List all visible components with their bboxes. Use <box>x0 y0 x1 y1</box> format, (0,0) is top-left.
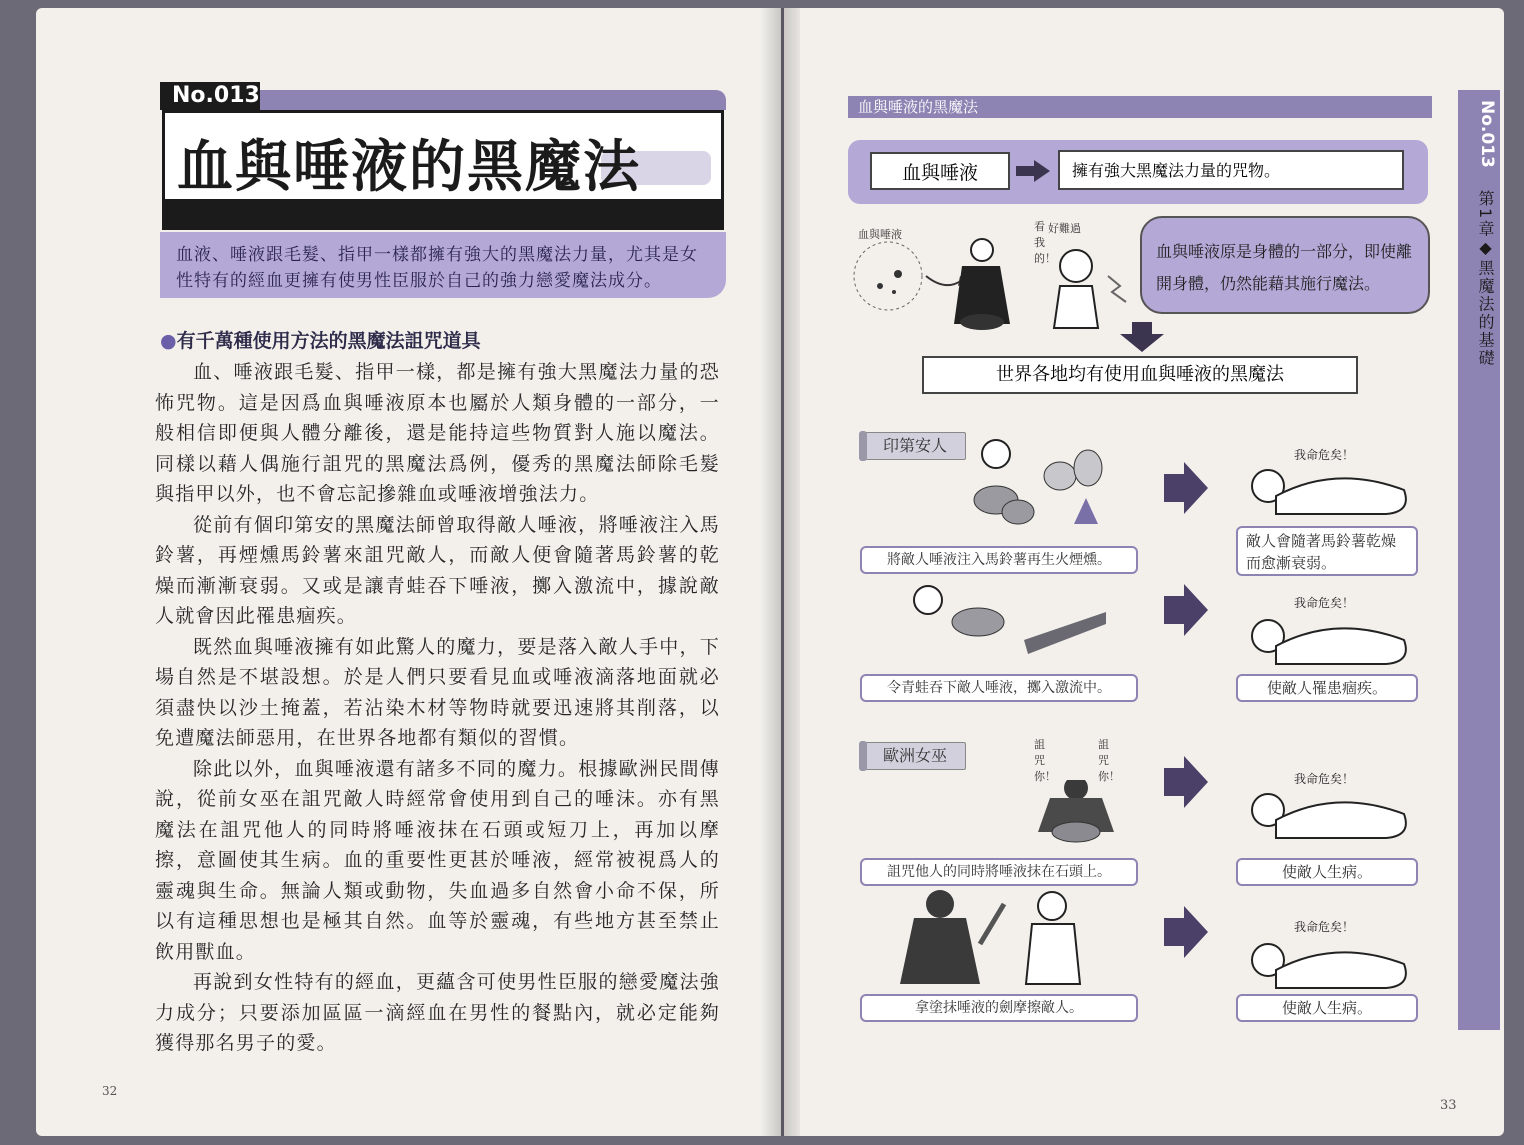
title-block <box>160 82 726 232</box>
frog-illustration <box>906 582 1106 662</box>
bullet-icon: ● <box>160 330 177 352</box>
cry-text: 我命危矣！ <box>1294 596 1355 610</box>
intro-summary: 血液、唾液跟毛髮、指甲一樣都擁有強大的黑魔法力量，尤其是女性特有的經血更擁有使男性臣服於自己的強力戀愛魔法成分。 <box>160 232 726 298</box>
section-heading <box>160 326 481 353</box>
result-arrow-icon <box>1164 584 1208 636</box>
title-box <box>162 110 724 202</box>
paragraph: 血、唾液跟毛髮、指甲一樣，都是擁有強大黑魔法力量的恐怖咒物。這是因爲血與唾液原本也屬於人類身體的一部分，一般相信即便與人體分離後，還是能持這些物質對人施以魔法。同樣以藉人偶施行詛咒的黑魔法爲例，優秀的黑魔法師除毛髮與指甲以外，也不會忘記摻雜血或唾液增強法力。 <box>155 361 720 505</box>
action-box: 令青蛙吞下敵人唾液，擲入激流中。 <box>860 674 1138 702</box>
curse-label: 詛咒你！ <box>1098 738 1120 783</box>
arrow-right-icon <box>1016 160 1052 182</box>
world-summary-box: 世界各地均有使用血與唾液的黑魔法 <box>922 356 1358 394</box>
result-arrow-icon <box>1164 462 1208 514</box>
result-arrow-icon <box>1164 756 1208 808</box>
sorcerer-illustration <box>850 236 1140 334</box>
paragraph: 除此以外，血與唾液還有諸多不同的魔力。根據歐洲民間傳說，從前女巫在詛咒敵人時經常會使用到自己的唾沫。亦有黑魔法在詛咒他人的同時將唾液抹在石頭或短刀上，再加以摩擦，意圖使其生病。血的重要性更甚於唾液，經常被視爲人的靈魂與生命。無論人類或動物，失血過多自然會小命不保，所以有這種思想也是極其自然。血等於靈魂，有些地方甚至禁止飲用獸血。 <box>155 757 720 963</box>
arrow-down-icon <box>1120 322 1164 352</box>
title-underbar <box>162 202 724 230</box>
definition-term: 血與唾液 <box>870 152 1010 190</box>
action-box: 詛咒他人的同時將唾液抹在石頭上。 <box>860 858 1138 886</box>
definition-description: 擁有強大黑魔法力量的咒物。 <box>1058 150 1404 190</box>
entry-number: No.013 <box>160 82 260 110</box>
right-header-title: 血與唾液的黑魔法 <box>858 98 979 116</box>
book-gutter <box>760 8 800 1136</box>
result-box: 使敵人生病。 <box>1236 858 1418 886</box>
sword-attack-illustration <box>900 884 1110 994</box>
right-header-bar <box>848 96 1432 118</box>
result-arrow-icon <box>1164 906 1208 958</box>
potato-smoke-illustration <box>966 432 1116 540</box>
result-box: 使敵人罹患痼疾。 <box>1236 674 1418 702</box>
blood-label: 血與唾液 <box>858 228 902 241</box>
group-label-indian: 印第安人 <box>864 432 966 460</box>
body-text <box>155 357 720 1059</box>
page-number-right: 33 <box>1440 1098 1457 1113</box>
cry-text: 我命危矣！ <box>1294 448 1355 462</box>
witch-illustration <box>1010 780 1140 844</box>
side-tab-chapter: 第1章◆黑魔法的基礎 <box>1476 190 1495 368</box>
curse-label: 詛咒你！ <box>1034 738 1056 783</box>
section-heading-text: 有千萬種使用方法的黑魔法詛咒道具 <box>176 330 481 352</box>
side-tab-number: No.013 <box>1477 100 1497 168</box>
result-box: 使敵人生病。 <box>1236 994 1418 1022</box>
look-label: 看我的！ <box>1034 220 1056 265</box>
result-box: 敵人會隨著馬鈴薯乾燥而愈漸衰弱。 <box>1236 526 1418 576</box>
explanation-bubble: 血與唾液原是身體的一部分，即使離開身體，仍然能藉其施行魔法。 <box>1140 216 1430 314</box>
action-box: 將敵人唾液注入馬鈴薯再生火煙燻。 <box>860 546 1138 574</box>
cry-text: 我命危矣！ <box>1294 772 1355 786</box>
paragraph: 再說到女性特有的經血，更蘊含可使男性臣服的戀愛魔法強力成分；只要添加區區一滴經血在男性的餐點內，就必定能夠獲得那名男子的愛。 <box>155 971 720 1054</box>
paragraph: 既然血與唾液擁有如此驚人的魔力，要是落入敵人手中，下場自然是不堪設想。於是人們只要看見血或唾液滴落地面就必須盡快以沙土掩蓋，若沾染木材等物時就要迅速將其削落，以免遭魔法師惡用，在世界各地都有類似的習慣。 <box>155 635 720 749</box>
cry-text: 我命危矣！ <box>1294 920 1355 934</box>
page-title: 血與唾液的黑魔法 <box>177 135 641 200</box>
page-number-left: 32 <box>102 1084 118 1098</box>
pain-label: 好難過 <box>1048 222 1081 235</box>
action-box: 拿塗抹唾液的劍摩擦敵人。 <box>860 994 1138 1022</box>
paragraph: 從前有個印第安的黑魔法師曾取得敵人唾液，將唾液注入馬鈴薯，再煙燻馬鈴薯來詛咒敵人，而敵人便會隨著馬鈴薯的乾燥而漸漸衰弱。又或是讓青蛙吞下唾液，擲入激流中，據說敵人就會因此罹患痼疾。 <box>155 513 720 627</box>
group-label-witch: 歐洲女巫 <box>864 742 966 770</box>
number-strip <box>260 90 726 110</box>
